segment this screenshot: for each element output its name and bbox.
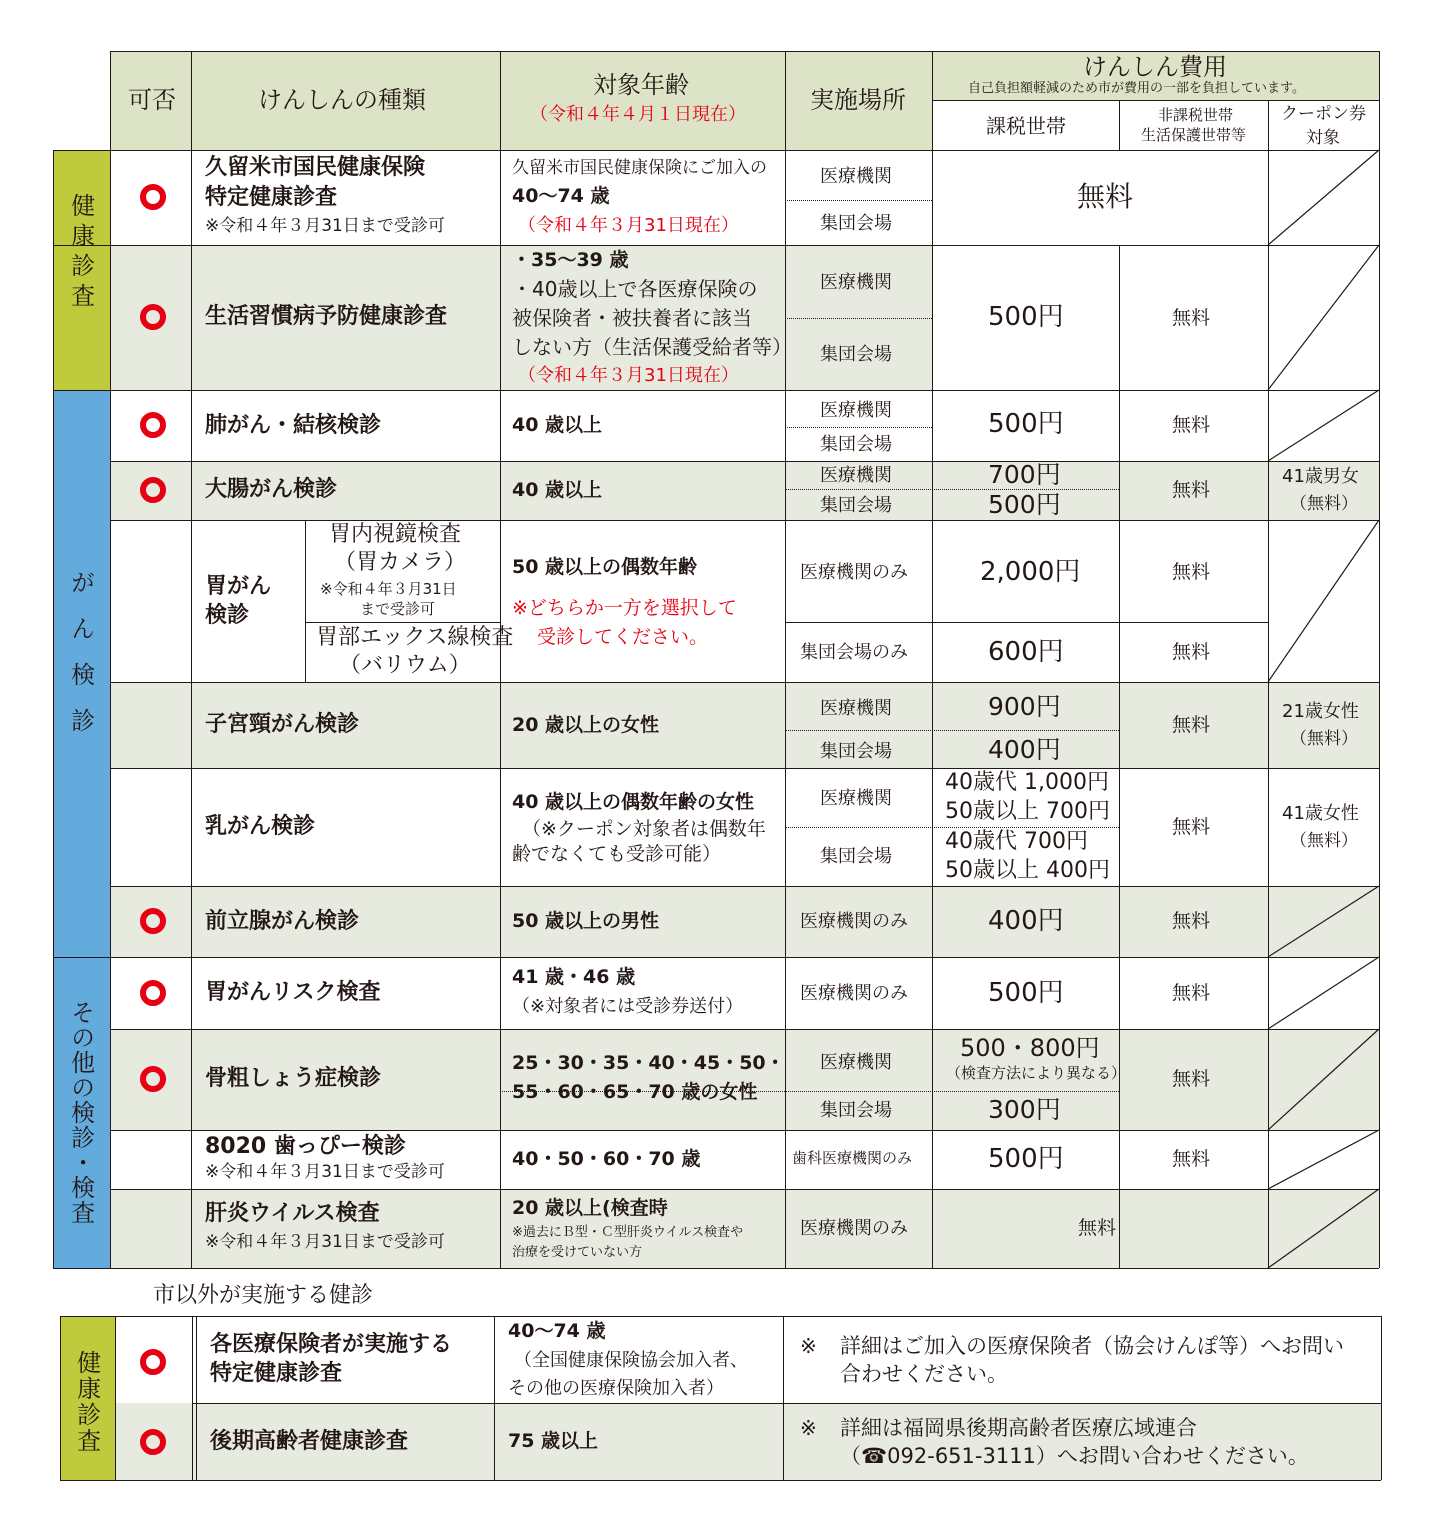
r4-coupon1: 41歳男女 [1282, 466, 1359, 487]
r3-place1: 医療機関 [820, 400, 892, 421]
r5-sub2b: （バリウム） [339, 653, 471, 678]
r8-nontax: 無料 [1172, 910, 1211, 932]
r6-taxed2: 400円 [988, 735, 1061, 764]
empty-cell-slash [1268, 520, 1379, 682]
r5-taxed1: 2,000円 [980, 557, 1081, 587]
r9-taxed: 500円 [988, 978, 1064, 1008]
empty-cell-slash [1268, 1189, 1379, 1268]
r1-age3: （令和４年３月31日現在） [518, 215, 739, 236]
r2-place1: 医療機関 [820, 272, 892, 293]
r11-age: 40・50・60・70 歳 [512, 1148, 701, 1170]
o1-info2: 合わせください。 [840, 1362, 1008, 1386]
circle-mark [140, 412, 166, 438]
circle-mark [140, 1066, 166, 1092]
empty-cell-slash [1268, 886, 1379, 957]
empty-cell-slash [1268, 957, 1379, 1029]
header-age: 対象年齢 [593, 71, 689, 99]
o2-name: 後期高齢者健康診査 [210, 1429, 409, 1454]
r12-cost: 無料 [1078, 1217, 1117, 1239]
o2-mark: ※ [800, 1416, 817, 1440]
empty-cell-slash [1268, 245, 1379, 390]
r6-coupon2: （無料） [1290, 729, 1358, 749]
o2-age: 75 歳以上 [508, 1430, 599, 1452]
o1-info1: 詳細はご加入の医療保険者（協会けんぽ等）へお問い [840, 1334, 1344, 1358]
r4-coupon2: （無料） [1290, 494, 1358, 514]
r6-place2: 集団会場 [820, 741, 892, 762]
r7-age2: （※クーポン対象者は偶数年 [522, 818, 766, 840]
empty-cell-slash [1268, 1029, 1379, 1130]
r5-place1: 医療機関のみ [800, 562, 908, 583]
r7-coupon2: （無料） [1290, 831, 1358, 851]
r1-age1: 久留米市国民健康保険にご加入の [512, 158, 767, 178]
r5-sub2a: 胃部エックス線検査 [316, 625, 514, 650]
r9-nontax: 無料 [1172, 982, 1211, 1004]
header-nontax-2: 生活保護世帯等 [1141, 126, 1247, 144]
header-row-lower [110, 100, 932, 150]
header-age-sub: （令和４年４月１日現在） [530, 104, 746, 125]
r7-coupon1: 41歳女性 [1282, 803, 1359, 824]
r10-taxed1: 500・800円 [960, 1034, 1100, 1062]
r6-age: 20 歳以上の女性 [512, 714, 660, 736]
r9-name: 胃がんリスク検査 [205, 980, 381, 1005]
r3-name: 肺がん・結核検診 [205, 413, 382, 438]
r10-taxed1-note: （検査方法により異なる） [946, 1064, 1127, 1082]
r1-place1: 医療機関 [820, 166, 892, 187]
group-sonota-label: その他の検診・検査 [66, 1000, 95, 1225]
r5-nontax1: 無料 [1172, 561, 1211, 583]
header-coupon-1: クーポン券 [1281, 104, 1366, 124]
r10-place2: 集団会場 [820, 1100, 892, 1121]
r4-nontax: 無料 [1172, 479, 1211, 501]
r1-name1: 久留米市国民健康保険 [205, 155, 426, 180]
r7-nontax: 無料 [1172, 816, 1211, 838]
r5-sub1c: ※令和４年３月31日 [320, 580, 457, 598]
r1-cost: 無料 [1077, 180, 1134, 213]
r2-age5: （令和４年３月31日現在） [518, 365, 739, 386]
r5-age-note1: ※どちらか一方を選択して [512, 597, 737, 619]
header-cost-sub: 自己負担額軽減のため市が費用の一部を負担しています。 [968, 81, 1305, 96]
r10-name: 骨粗しょう症検診 [205, 1066, 382, 1091]
r1-place2: 集団会場 [820, 213, 892, 234]
r5-sub1b: （胃カメラ） [334, 550, 467, 575]
o1-age2: （全国健康保険協会加入者、 [514, 1350, 748, 1371]
r12-note: ※令和４年３月31日まで受診可 [205, 1232, 445, 1252]
r10-place1: 医療機関 [820, 1052, 892, 1073]
r10-taxed2: 300円 [988, 1095, 1061, 1124]
circle-mark [140, 980, 166, 1006]
r4-taxed2: 500円 [988, 490, 1061, 519]
r8-age: 50 歳以上の男性 [512, 910, 660, 932]
r9-age1: 41 歳・46 歳 [512, 966, 636, 988]
header-coupon-2: 対象 [1306, 128, 1340, 148]
o1-name2: 特定健康診査 [210, 1361, 343, 1386]
r8-place: 医療機関のみ [800, 911, 908, 932]
r12-name: 肝炎ウイルス検査 [205, 1201, 380, 1226]
circle-mark [140, 1429, 166, 1455]
r5-name2: 検診 [205, 603, 250, 628]
r5-taxed2: 600円 [988, 637, 1064, 667]
r1-name2: 特定健康診査 [205, 185, 338, 210]
r10-age1: 25・30・35・40・45・50・ [512, 1052, 785, 1074]
r2-age4: しない方（生活保護受給者等） [512, 335, 792, 359]
r11-nontax: 無料 [1172, 1148, 1211, 1170]
r4-place1: 医療機関 [820, 465, 892, 486]
r2-taxed: 500円 [988, 302, 1064, 332]
header-kind: けんしんの種類 [258, 86, 426, 114]
group-gan-label: がん検診 [66, 570, 95, 754]
r1-age2: 40〜74 歳 [512, 185, 610, 207]
circle-mark [140, 908, 166, 934]
r12-age2: ※過去にＢ型・Ｃ型肝炎ウイルス検査や [512, 1225, 744, 1240]
r2-age1: ・35〜39 歳 [512, 249, 629, 271]
r12-place: 医療機関のみ [800, 1218, 908, 1239]
header-nontax-1: 非課税世帯 [1158, 106, 1234, 124]
r7-place1: 医療機関 [820, 788, 892, 809]
r8-name: 前立腺がん検診 [205, 909, 360, 934]
empty-cell-slash [1268, 150, 1379, 245]
r11-place: 歯科医療機関のみ [792, 1149, 913, 1167]
header-place: 実施場所 [810, 86, 906, 114]
r9-age2: （※対象者には受診券送付） [512, 996, 744, 1017]
r3-age: 40 歳以上 [512, 414, 603, 436]
group-kenko2-label: 健康診査 [72, 1350, 101, 1454]
r11-note: ※令和４年３月31日まで受診可 [205, 1162, 445, 1182]
r2-age3: 被保険者・被扶養者に該当 [512, 306, 752, 330]
r4-name: 大腸がん検診 [205, 477, 338, 502]
r10-age2: 55・60・65・70 歳の女性 [512, 1081, 758, 1103]
o1-age1: 40〜74 歳 [508, 1320, 606, 1342]
empty-cell-slash [1268, 1130, 1379, 1189]
r4-place2: 集団会場 [820, 495, 892, 516]
o1-name1: 各医療保険者が実施する [210, 1332, 453, 1357]
circle-mark [140, 477, 166, 503]
circle-mark [140, 184, 166, 210]
r9-place: 医療機関のみ [800, 983, 908, 1004]
r5-sub1d: まで受診可 [360, 600, 436, 618]
r3-taxed: 500円 [988, 409, 1064, 439]
r7-place2: 集団会場 [820, 846, 892, 867]
r7-name: 乳がん検診 [205, 814, 316, 839]
r3-place2: 集団会場 [820, 434, 892, 455]
r7-cost2: 50歳以上 700円 [945, 799, 1110, 824]
r5-nontax2: 無料 [1172, 641, 1211, 663]
r6-name: 子宮頸がん検診 [205, 712, 360, 737]
r7-cost3: 40歳代 700円 [945, 829, 1088, 854]
circle-mark [140, 304, 166, 330]
other-section-title: 市以外が実施する健診 [153, 1283, 374, 1308]
r2-place2: 集団会場 [820, 344, 892, 365]
r1-note: ※令和４年３月31日まで受診可 [205, 216, 445, 236]
header-cost: けんしん費用 [1083, 53, 1227, 81]
r11-name: 8020 歯っぴー検診 [205, 1134, 406, 1159]
r10-nontax: 無料 [1172, 1068, 1211, 1090]
o2-info1: 詳細は福岡県後期高齢者医療広域連合 [840, 1416, 1197, 1440]
r6-taxed1: 900円 [988, 692, 1061, 721]
header-kahi: 可否 [128, 86, 176, 114]
circle-mark [140, 1349, 166, 1375]
r3-nontax: 無料 [1172, 414, 1211, 436]
r6-coupon1: 21歳女性 [1282, 701, 1359, 722]
r12-age3: 治療を受けていない方 [512, 1245, 643, 1260]
r5-name1: 胃がん [205, 574, 272, 599]
r2-nontax: 無料 [1172, 307, 1211, 329]
empty-cell-slash [1268, 390, 1379, 461]
r7-cost1: 40歳代 1,000円 [945, 770, 1109, 795]
header-taxed: 課税世帯 [986, 114, 1066, 138]
r4-age: 40 歳以上 [512, 479, 603, 501]
r4-taxed1: 700円 [988, 460, 1061, 489]
r8-taxed: 400円 [988, 906, 1064, 936]
o1-mark: ※ [800, 1334, 817, 1358]
r6-place1: 医療機関 [820, 698, 892, 719]
r7-age1: 40 歳以上の偶数年齢の女性 [512, 791, 755, 813]
r6-nontax: 無料 [1172, 714, 1211, 736]
r11-taxed: 500円 [988, 1144, 1064, 1174]
r5-age: 50 歳以上の偶数年齢 [512, 556, 698, 578]
r7-age3: 齢でなくても受診可能） [512, 843, 722, 865]
r12-age1: 20 歳以上(検査時 [512, 1197, 668, 1219]
o2-info2: （☎092-651-3111）へお問い合わせください。 [840, 1444, 1309, 1468]
r2-age2: ・40歳以上で各医療保険の [512, 277, 758, 301]
o1-age3: その他の医療保険加入者） [508, 1378, 724, 1399]
r2-name: 生活習慣病予防健康診査 [205, 304, 448, 329]
r5-place2: 集団会場のみ [800, 642, 908, 663]
r5-sub1a: 胃内視鏡検査 [329, 522, 462, 547]
r5-age-note2: 受診してください。 [537, 626, 709, 648]
group-kenko-label: 健康診査 [66, 193, 95, 313]
r7-cost4: 50歳以上 400円 [945, 858, 1110, 883]
